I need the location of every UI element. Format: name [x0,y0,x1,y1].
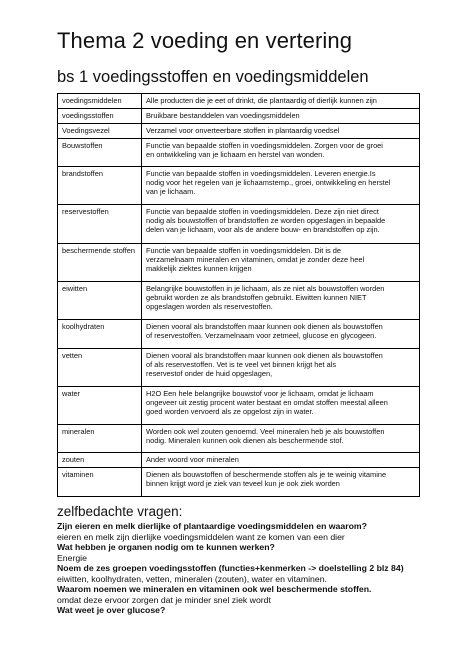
definition-cell [142,387,420,425]
question-text: Zijn eieren en melk dierlijke of plantaardige voedingsmiddelen en waarom? [57,521,367,531]
definition-line: Functie van bepaalde stoffen in voedingsmiddelen. Zorgen voor de groei [146,140,383,150]
table-row [58,453,420,468]
table-row [58,167,420,205]
question-text: Wat hebben je organen nodig om te kunnen werken? [57,542,275,552]
definitions-table-body [58,94,420,497]
definition-line: Dienen vooral als brandstoffen maar kunnen ook dienen als bouwstoffen [146,321,383,331]
questions-list [57,521,467,616]
term-cell: beschermende stoffen [58,244,142,282]
definition-line: Verzamel voor onverteerbare stoffen in plantaardig voedsel [146,125,340,135]
term-cell: brandstoffen [58,167,142,205]
definition-cell [142,425,420,453]
table-row [58,468,420,497]
definition-line: makkelijk ziektes kunnen krijgen [146,264,252,274]
table-row [58,139,420,167]
definition-line: nodig voor het regelen van je lichaamstemp., groei, ontwikkeling en herstel [146,177,391,187]
definition-line: van je lichaam. [146,187,196,197]
definition-line: Bruikbare bestanddelen van voedingsmiddelen [146,110,300,120]
table-row [58,205,420,244]
definition-line: nodig. Mineralen kunnen ook dienen als beschermende stof. [146,435,344,445]
table-row [58,109,420,124]
definition-line: Ander woord voor mineralen [146,454,239,464]
definition-line: nodig als bouwstoffen of brandstoffen ze worden opgeslagen in bepaalde [146,215,386,225]
definition-line: of reservestoffen. Verzamelnaam voor zetmeel, glucose en glycogeen. [146,330,377,340]
definition-line: Dienen vooral als brandstoffen maar kunnen ook dienen als bouwstoffen [146,350,383,360]
definition-cell [142,282,420,320]
table-row [58,387,420,425]
definition-cell [142,94,420,109]
page-title: Thema 2 voeding en vertering [57,28,353,53]
term-cell: eiwitten [58,282,142,320]
term-cell: mineralen [58,425,142,453]
definition-line: Belangrijke bouwstoffen in je lichaam, als ze niet als bouwstoffen worden [146,283,385,293]
definition-line: Functie van bepaalde stoffen in voedingsmiddelen. Leveren energie.Is [146,168,376,178]
definition-line: Alle producten die je eet of drinkt, die plantaardig of dierlijk kunnen zijn [146,95,377,105]
term-cell: vitaminen [58,468,142,497]
definition-line: ongeveer uit zestig procent water bestaat en omdat stoffen meestal alleen [146,397,388,407]
definition-line: verzamelnaam mineralen en vitaminen, omdat je zonder deze heel [146,254,365,264]
term-cell: voedingsmiddelen [58,94,142,109]
term-cell: koolhydraten [58,320,142,349]
question-text: Waarom noemen we mineralen en vitaminen ook wel beschermende stoffen. [57,584,372,594]
table-row [58,425,420,453]
answer-text: omdat deze ervoor zorgen dat je minder snel ziek wordt [57,594,271,605]
table-row [58,320,420,349]
answer-text: eiwitten, koolhydraten, vetten, mineralen (zouten), water en vitaminen. [57,573,327,584]
definition-cell [142,167,420,205]
term-cell: water [58,387,142,425]
definition-line: goed worden vervoerd als ze opgelost zijn in water. [146,407,314,417]
term-cell: zouten [58,453,142,468]
definition-line: binnen krijgt word je ziek van teveel kun je ook ziek worden [146,478,340,488]
table-row [58,349,420,387]
definition-line: Worden ook wel zouten genoemd. Veel mineralen heb je als bouwstoffen [146,426,385,436]
definition-cell [142,139,420,167]
questions-heading: zelfbedachte vragen: [57,504,183,519]
term-cell: voedingsstoffen [58,109,142,124]
definition-cell [142,124,420,139]
definition-line: Functie van bepaalde stoffen in voedingsmiddelen. Deze zijn niet direct [146,206,379,216]
table-row [58,244,420,282]
definition-cell [142,320,420,349]
definition-cell [142,468,420,497]
answer-text: eieren en melk zijn dierlijke voedingsmiddelen want ze komen van een dier [57,531,345,542]
definition-cell [142,205,420,244]
table-row [58,124,420,139]
definition-line: of als reservestoffen. Vet is te veel vet binnen krijgt het als [146,359,337,369]
table-row [58,282,420,320]
term-cell: Voedingsvezel [58,124,142,139]
section-subtitle: bs 1 voedingsstoffen en voedingsmiddelen [57,68,369,86]
definition-line: reservestof onder de huid opgeslagen, [146,369,273,379]
term-cell: reservestoffen [58,205,142,244]
definition-line: Dienen als bouwstoffen of beschermende stoffen als je te weinig vitamine [146,469,387,479]
definition-line: Functie van bepaalde stoffen in voedingsmiddelen. Dit is de [146,245,342,255]
definition-line: opgeslagen worden als reservestoffen. [146,302,273,312]
definitions-table [57,93,420,497]
definition-line: gebruikt worden ze als brandstoffen gebruikt. Eiwitten kunnen NIET [146,292,367,302]
definition-line: en ontwikkeling van je lichaam en herstel van wonden. [146,149,325,159]
definition-cell [142,109,420,124]
definition-line: delen van je lichaam, voor als de andere bouw- en brandstoffen op zijn. [146,225,380,235]
question-text: Wat weet je over glucose? [57,605,166,615]
term-cell: Bouwstoffen [58,139,142,167]
term-cell: vetten [58,349,142,387]
definition-cell [142,453,420,468]
definition-cell [142,244,420,282]
table-row [58,94,420,109]
question-text: Noem de zes groepen voedingsstoffen (functies+kenmerken -> doelstelling 2 blz 84) [57,563,404,573]
answer-text: Energie [57,552,87,563]
definition-line: H2O Een hele belangrijke bouwstof voor je lichaam, omdat je lichaam [146,388,374,398]
definition-cell [142,349,420,387]
